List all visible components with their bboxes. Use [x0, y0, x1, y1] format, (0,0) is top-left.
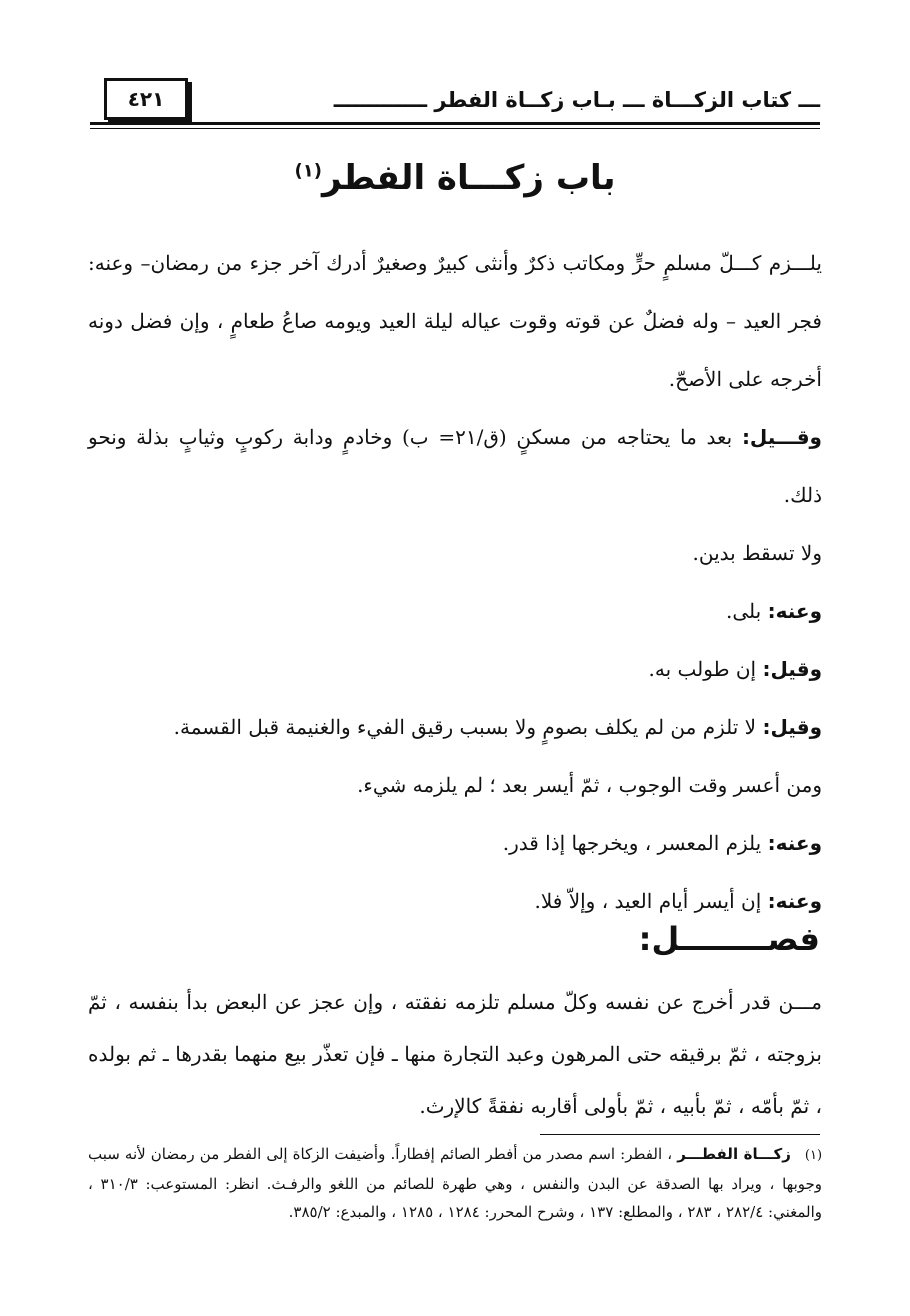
paragraph-text: إن أيسر أيام العيد ، وإلاّ فلا.	[534, 889, 768, 913]
header-rule-thin	[90, 128, 820, 129]
footnote-rule	[540, 1134, 820, 1135]
chapter-title	[90, 158, 820, 198]
paragraph	[88, 698, 822, 756]
paragraph-keyword: وقـــيل:	[741, 425, 822, 449]
paragraph-text: لا تلزم من لم يكلف بصومٍ ولا بسبب رقيق الفيء والغنيمة قبل القسمة.	[173, 715, 763, 739]
section-text: مـــن قدر أخرج عن نفسه وكلّ مسلم تلزمه نفقته ، وإن عجز عن البعض بدأ بنفسه ، ثمّ بزوجته ، ثمّ برقيقه حتى المرهون وعبد التجارة منها ـ فإن تعذّر بيع منهما بقدرها ـ ثم بولده ، ثمّ بأمّه ، ثمّ بأبيه ، ثمّ بأولى أقاربه نفقةً كالإرث.	[88, 990, 822, 1118]
paragraph-keyword: وعنه:	[767, 599, 822, 623]
paragraph	[88, 582, 822, 640]
paragraph	[88, 408, 822, 524]
footnote	[88, 1140, 822, 1226]
paragraph-text: يلزم المعسر ، ويخرجها إذا قدر.	[502, 831, 768, 855]
paragraph	[88, 756, 822, 814]
footnote-text: ، الفطر: اسم مصدر من أفطر الصائم إفطاراً. وأضيفت الزكاة إلى الفطر من رمضان لأنه سبب وجوبها ، ويراد بها الصدقة عن البدن والنفس ، وهي طهرة للصائم من اللغو والرفـث. انظر: المستوعب: ٣١٠/٣ ، والمغني: ٢٨٢/٤ ، ٢٨٣ ، والمطلع: ١٣٧ ، وشرح المحرر: ١٢٨٤ ، ١٢٨٥ ، والمبدع: ٣٨٥/٢.	[88, 1145, 823, 1221]
paragraph	[88, 234, 822, 408]
running-title: ـــ كتاب الزكـــاة ـــ بـاب زكــاة الفطر ـــــــــــــ	[333, 88, 820, 112]
paragraph-text: بعد ما يحتاجه من مسكنٍ (ق/٢١= ب) وخادمٍ ودابة ركوبٍ وثيابٍ بذلة ونحو ذلك.	[88, 425, 822, 507]
chapter-title-text: باب زكـــاة الفطر	[321, 158, 616, 198]
running-header	[90, 78, 820, 134]
paragraph-text: ومن أعسر وقت الوجوب ، ثمّ أيسر بعد ؛ لم يلزمه شيء.	[357, 773, 822, 797]
paragraph	[88, 524, 822, 582]
paragraph	[88, 814, 822, 872]
paragraph-keyword: وعنه:	[767, 831, 822, 855]
paragraph	[88, 640, 822, 698]
paragraph-text: ولا تسقط بدين.	[692, 541, 822, 565]
paragraph-text: يلـــزم كـــلّ مسلمٍ حرٍّ ومكاتب ذكرٌ وأنثى كبيرٌ وصغيرٌ أدرك آخر جزء من رمضان– وعنه: فجر العيد – وله فضلٌ عن قوته وقوت عياله ليلة العيد ويومه صاعُ طعامٍ ، وإن فضل دونه أخرجه على الأصحّ.	[88, 251, 822, 391]
footnote-keyword: زكـــاة الفطـــر	[677, 1145, 791, 1163]
header-rule	[90, 122, 820, 125]
paragraph-keyword: وعنه:	[767, 889, 822, 913]
chapter-footnote-ref: (١)	[294, 160, 322, 182]
paragraph-keyword: وقيل:	[762, 657, 822, 681]
paragraph-text: إن طولب به.	[648, 657, 763, 681]
section-heading: فصــــــــل:	[638, 920, 820, 958]
page-number-box	[104, 78, 188, 120]
body-text	[88, 234, 822, 930]
paragraph-keyword: وقيل:	[762, 715, 822, 739]
page-number: ٤٢١	[127, 87, 165, 111]
paragraph-text: بلى.	[726, 599, 768, 623]
footnote-mark: (١)	[804, 1148, 823, 1163]
